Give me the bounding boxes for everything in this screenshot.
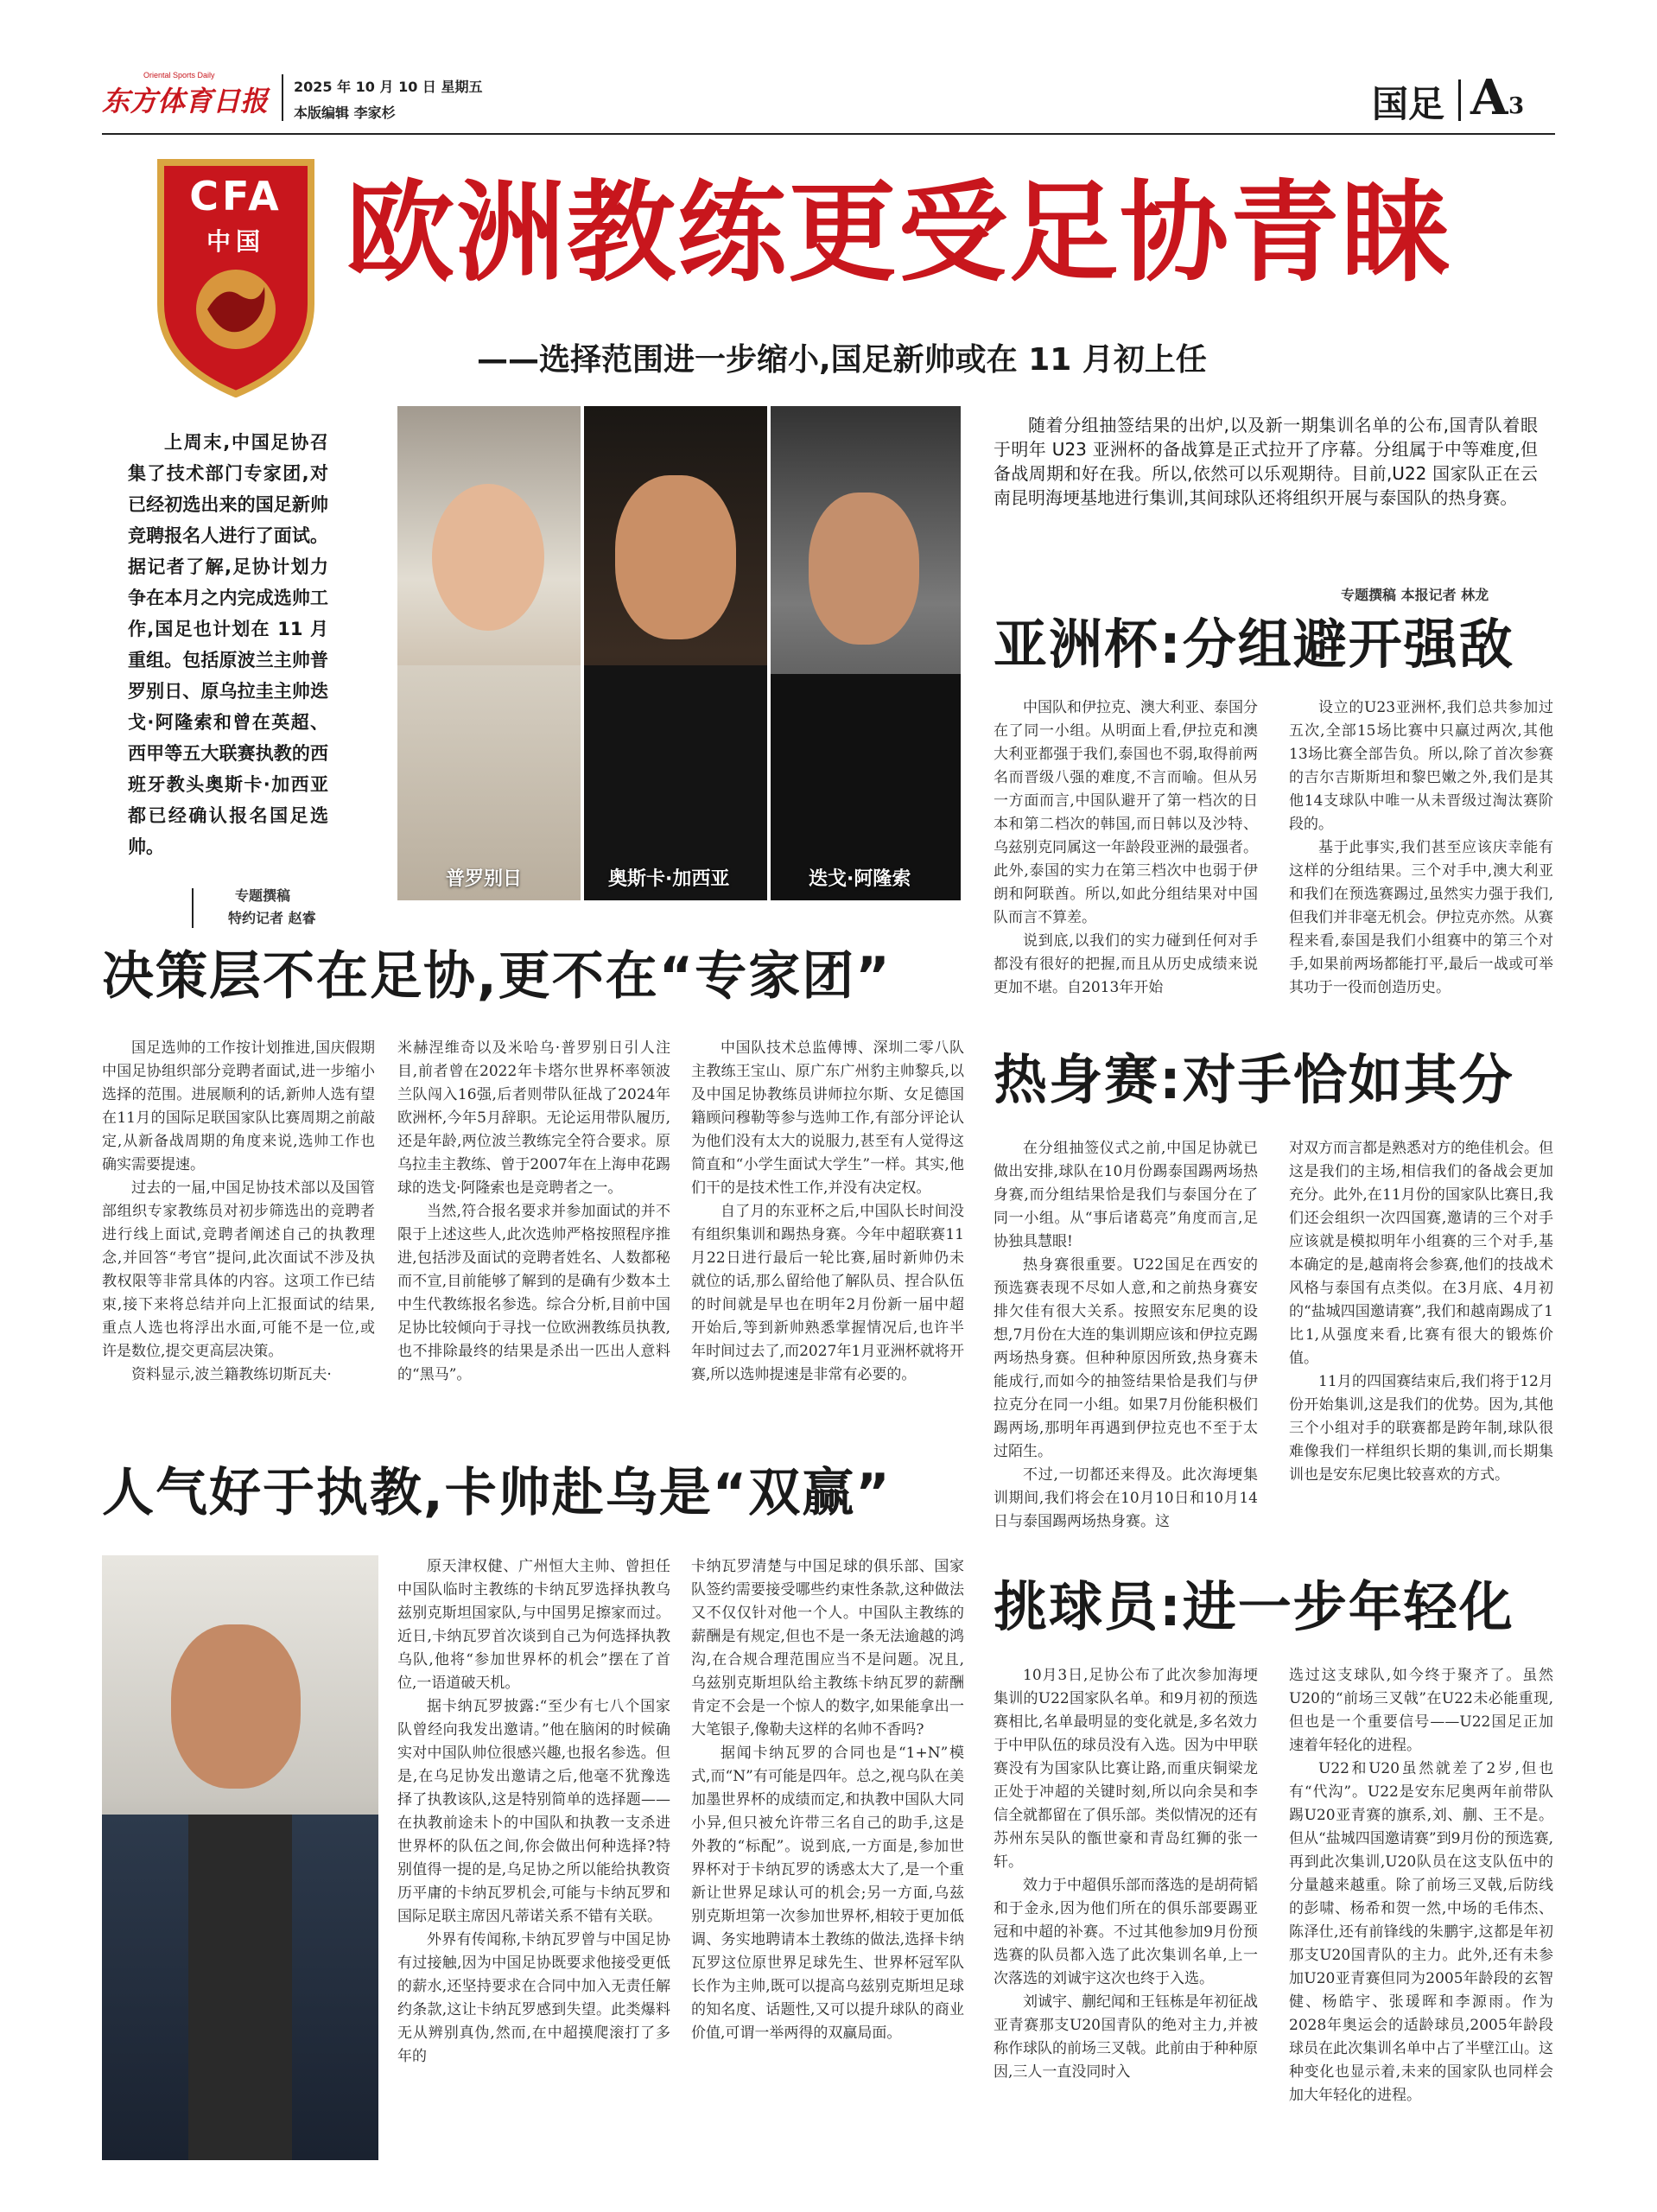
main-title: 欧洲教练更受足协青睐 bbox=[346, 169, 1451, 296]
lead-byline-bar bbox=[192, 888, 194, 928]
asia-col-2 bbox=[1289, 696, 1553, 1004]
decision-col1-p3: 资料显示,波兰籍教练切斯瓦夫· bbox=[131, 1366, 332, 1383]
asia-col2-p2: 基于此事实,我们甚至应该庆幸能有这样的分组结果。三个对手中,澳大利亚和我们在预选赛踢过,虽然实力强于我们,但我们并非毫无机会。伊拉克亦然。从赛程来看,泰国是我们小组赛中的第三个对手,如果前两场都能打平,最后一战或可举其功于一役而创造历史。 bbox=[1289, 839, 1553, 996]
asia-title: 亚洲杯:分组避开强敌 bbox=[994, 613, 1514, 676]
decision-title: 决策层不在足协,更不在“专家团” bbox=[102, 946, 892, 1007]
photo-caption-1: 普罗别日 bbox=[446, 868, 523, 890]
cannavaro-sweater bbox=[188, 1815, 292, 2160]
popular-col1-p3: 外界有传闻称,卡纳瓦罗曾与中国足协有过接触,因为中国足协既要求他接受更低的薪水,还坚持要求在合同中加入无责任解约条款,这让卡纳瓦罗感到失望。此类爆料无从辨别真伪,然而,在中超摸爬滚打了多年的 bbox=[397, 1931, 670, 2065]
players-col2-p2: U22和U20虽然就差了2岁,但也有“代沟”。U22是安东尼奥两年前带队踢U20亚青赛的旗系,刘、蒯、王不是。但从“盐城四国邀请赛”到9月份的预选赛,再到此次集训,U20队员在这支队伍中的分量越来越重。除了前场三叉戟,后防线的彭啸、杨希和贺一然,中场的毛伟杰、陈泽仕,还有前锋线的朱鹏宇,这都是年初那支U20国青队的主力。此外,还有未参加U20亚青赛但同为2005年龄段的玄智健、杨皓宇、张瑗晖和李源雨。作为2028年奥运会的适龄球员,2005年龄段球员在此次集训名单中占了半壁江山。这种变化也显示着,未来的国家队也同样会加大年轻化的进程。 bbox=[1289, 1760, 1553, 2104]
cfa-badge bbox=[154, 157, 318, 397]
decision-col-1 bbox=[102, 1037, 375, 1443]
cfa-badge-letters: CFA bbox=[189, 173, 283, 219]
masthead bbox=[102, 67, 1555, 128]
lead-byline-1: 专题撰稿 bbox=[235, 887, 291, 904]
popular-col-1 bbox=[397, 1555, 670, 2160]
popular-col-2 bbox=[691, 1555, 964, 2160]
players-col1-p2: 效力于中超俱乐部而落选的是胡荷韬和于金永,因为他们所在的俱乐部要踢亚冠和中超的补赛。不过其他参加9月份预选赛的队员都入选了此次集训名单,上一次落选的刘诚宇这次也终于入选。 bbox=[994, 1877, 1258, 1987]
popular-col1-p1: 原天津权健、广州恒大主帅、曾担任中国队临时主教练的卡纳瓦罗选择执教乌兹别克斯坦国家队,与中国男足擦家而过。近日,卡纳瓦罗首次谈到自己为何选择执教乌队,他将“参加世界杯的机会”摆在了首位,一语道破天机。 bbox=[397, 1558, 670, 1692]
masthead-logo-en: Oriental Sports Daily bbox=[143, 71, 215, 79]
warmup-col1-p3: 不过,一切都还来得及。此次海埂集训期间,我们将会在10月10日和10月14日与泰国踢两场热身赛。这 bbox=[994, 1466, 1258, 1528]
cannavaro-photo bbox=[102, 1555, 378, 2160]
players-col-2 bbox=[1289, 1664, 1553, 2160]
masthead-divider bbox=[282, 74, 283, 121]
asia-col1-p1: 中国队和伊拉克、澳大利亚、泰国分在了同一小组。从明面上看,伊拉克和澳大利亚都强于我们,泰国也不弱,取得前两名而晋级八强的难度,不言而喻。但从另一方面而言,中国队避开了第一档次的日本和第二档次的韩国,而日韩以及沙特、乌兹别克同属这一年龄段亚洲的最强者。此外,泰国的实力在第三档次中也弱于伊朗和阿联酋。所以,如此分组结果对中国队而言不算差。 bbox=[994, 699, 1258, 926]
decision-col3-p1: 中国队技术总监傅博、深圳二零八队主教练王宝山、原广东广州豹主帅黎兵,以及中国足协教练员讲师拉尔斯、女足德国籍顾问穆勒等参与选帅工作,有部分评论认为他们没有太大的说服力,甚至有人觉得这简直和“小学生面试大学生”一样。其实,他们干的是技术性工作,并没有决定权。 bbox=[691, 1039, 964, 1197]
players-col-1 bbox=[994, 1664, 1258, 2160]
photo-caption-3: 迭戈·阿隆索 bbox=[809, 868, 911, 890]
photo-coach-2 bbox=[584, 406, 767, 900]
popular-col2-p2: 据闻卡纳瓦罗的合同也是“1+N”模式,而“N”有可能是四年。总之,视乌队在美加墨世界杯的成绩而定,和执教中国队大同小异,但只被允许带三名自己的助手,这是外教的“标配”。说到底,一方面是,参加世界杯对于卡纳瓦罗的诱惑太大了,是一个重新让世界足球认可的机会;另一方面,乌兹别克斯坦第一次参加世界杯,相较于更加低调、务实地聘请本土教练的做法,选择卡纳瓦罗这位原世界足球先生、世界杯冠军队长作为主帅,既可以提高乌兹别克斯坦足球的知名度、话题性,又可以提升球队的商业价值,可谓一举两得的双赢局面。 bbox=[691, 1745, 964, 2042]
masthead-date: 2025 年 10 月 10 日 星期五 bbox=[294, 79, 483, 95]
players-title: 挑球员:进一步年轻化 bbox=[994, 1575, 1514, 1638]
cfa-badge-country: 中国 bbox=[206, 227, 265, 256]
coach-2-head bbox=[615, 475, 736, 639]
warmup-title: 热身赛:对手恰如其分 bbox=[994, 1048, 1514, 1111]
page-number: 3 bbox=[1508, 93, 1525, 119]
warmup-col2-p2: 11月的四国赛结束后,我们将于12月份开始集训,这是我们的优势。因为,其他三个小组对手的联赛都是跨年制,球队很难像我们一样组织长期的集训,而长期集训也是安东尼奥比较喜欢的方式。 bbox=[1289, 1373, 1553, 1484]
warmup-col1-p2: 热身赛很重要。U22国足在西安的预选赛表现不尽如人意,和之前热身赛安排欠佳有很大关系。按照安东尼奥的设想,7月份在大连的集训期应该和伊拉克踢两场热身赛。但种种原因所致,热身赛未能成行,而如今的抽签结果恰是我们与伊拉克分在同一小组。如果7月份能积极们踢两场,那明年再遇到伊拉克也不至于太过陌生。 bbox=[994, 1256, 1258, 1460]
masthead-editor: 本版编辑 李家杉 bbox=[294, 105, 396, 121]
intro-right-text: 随着分组抽签结果的出炉,以及新一期集训名单的公布,国青队着眼于明年 U23 亚洲杯的备战算是正式拉开了序幕。分组属于中等难度,但备战周期和好在我。所以,依然可以乐观期待。目前,U22 国家队正在云南昆明海埂基地进行集训,其间球队还将组织开展与泰国队的热身赛。 bbox=[994, 415, 1538, 508]
decision-col-2 bbox=[397, 1037, 670, 1443]
asia-col2-p1: 设立的U23亚洲杯,我们总共参加过五次,全部15场比赛中只赢过两次,其他13场比赛全部告负。所以,除了首次参赛的吉尔吉斯斯坦和黎巴嫩之外,我们是其他14支球队中唯一从未晋级过淘汰赛阶段的。 bbox=[1289, 699, 1553, 833]
decision-col1-p1: 国足选帅的工作按计划推进,国庆假期中国足协组织部分竞聘者面试,进一步缩小选择的范围。进展顺利的话,新帅人选有望在11月的国际足联国家队比赛周期之前敲定,从新备战周期的角度来说,选帅工作也确实需要提速。 bbox=[102, 1039, 375, 1173]
photo-coach-3 bbox=[771, 406, 961, 900]
popular-col2-p1: 卡纳瓦罗清楚与中国足球的俱乐部、国家队签约需要接受哪些约束性条款,这种做法又不仅仅针对他一个人。中国队主教练的薪酬是有规定,但也不是一条无法逾越的鸿沟,在合规合理范围应当不是问题。况且,乌兹别克斯坦队给主教练卡纳瓦罗的薪酬肯定不会是一个惊人的数字,如果能拿出一大笔银子,像勒夫这样的名帅不香吗? bbox=[691, 1558, 964, 1738]
masthead-logo bbox=[102, 67, 275, 128]
intro-right-byline: 专题撰稿 本报记者 林龙 bbox=[1341, 587, 1489, 603]
warmup-col2-p1: 对双方而言都是熟悉对方的绝佳机会。但这是我们的主场,相信我们的备战会更加充分。此外,在11月份的国家队比赛日,我们还会组织一次四国赛,邀请的三个对手应该就是模拟明年小组赛的三个对手,基本确定的是,越南将会参赛,他们的技战术风格与泰国有点类似。在3月底、4月初的“盐城四国邀请赛”,我们和越南踢成了1比1,从强度来看,比赛有很大的锻炼价值。 bbox=[1289, 1140, 1553, 1367]
page-letter: A bbox=[1470, 69, 1508, 126]
players-col1-p1: 10月3日,足协公布了此次参加海埂集训的U22国家队名单。和9月初的预选赛相比,名单最明显的变化就是,多名效力于中甲队伍的球员没有入选。因为中甲联赛没有为国家队比赛让路,而重庆铜梁龙正处于冲超的关键时刻,所以向余昊和李信全就都留在了俱乐部。类似情况的还有苏州东吴队的甑世豪和青岛红狮的张一轩。 bbox=[994, 1667, 1258, 1871]
popular-title: 人气好于执教,卡帅赴乌是“双赢” bbox=[102, 1463, 892, 1523]
section-label: 国足 bbox=[1372, 83, 1445, 125]
players-col2-p1: 选过这支球队,如今终于聚齐了。虽然U20的“前场三叉戟”在U22未必能重现,但也是一个重要信号——U22国足正加速着年轻化的进程。 bbox=[1289, 1667, 1553, 1754]
decision-col3-p2: 自了月的东亚杯之后,中国队长时间没有组织集训和踢热身赛。今年中超联赛11月22日进行最后一轮比赛,届时新帅仍未就位的话,那么留给他了解队员、捏合队伍的时间就是早也在明年2月份新一届中超开始后,等到新帅熟悉掌握情况后,也许半年时间过去了,而2027年1月亚洲杯就将开赛,所以选帅提速是非常有必要的。 bbox=[691, 1203, 964, 1383]
decision-col2-p2: 当然,符合报名要求并参加面试的并不限于上述这些人,此次选帅严格按照程序推进,包括涉及面试的竞聘者姓名、人数都秘而不宣,目前能够了解到的是确有少数本土中生代教练报名参选。综合分析,目前中国足协比较倾向于寻找一位欧洲教练员执教,也不排除最终的结果是杀出一匹出人意料的“黑马”。 bbox=[397, 1203, 670, 1383]
warmup-col1-p1: 在分组抽签仪式之前,中国足协就已做出安排,球队在10月份踢泰国踢两场热身赛,而分组结果恰是我们与泰国分在了同一小组。从“事后诸葛亮”角度而言,足协独具慧眼! bbox=[994, 1140, 1258, 1250]
coach-1-head bbox=[432, 484, 544, 631]
coach-3-head bbox=[809, 493, 919, 645]
asia-col1-p2: 说到底,以我们的实力碰到任何对手都没有很好的把握,而且从历史成绩来说更加不堪。自2013年开始 bbox=[994, 932, 1258, 996]
masthead-logo-text: 东方体育日报 bbox=[102, 85, 269, 118]
lead-text: 上周末,中国足协召集了技术部门专家团,对已经初选出来的国足新帅竞聘报名人进行了面试。据记者了解,足协计划力争在本月之内完成选帅工作,国足也计划在 11 月重组。包括原波兰主帅普罗别日、原乌拉圭主帅迭戈·阿隆索和曾在英超、西甲等五大联赛执教的西班牙教头奥斯卡·加西亚都已经确认报名国足选帅。 bbox=[128, 432, 328, 857]
decision-col1-p2: 过去的一届,中国足协技术部以及国管部组织专家教练员对初步筛选出的竞聘者进行线上面试,竞聘者阐述自己的执教理念,并回答“考官”提问,此次面试不涉及执教权限等非常具体的内容。这项工作已结束,接下来将总结并向上汇报面试的结果,重点人选也将浮出水面,可能不是一位,或许是数位,提交更高层决策。 bbox=[102, 1179, 375, 1360]
masthead-rule bbox=[102, 133, 1555, 135]
photo-caption-2: 奥斯卡·加西亚 bbox=[608, 868, 730, 890]
warmup-col-2 bbox=[1289, 1137, 1553, 1528]
photo-coach-1 bbox=[397, 406, 581, 900]
lead-byline-2: 特约记者 赵睿 bbox=[228, 910, 316, 926]
decision-col-3 bbox=[691, 1037, 964, 1443]
decision-col2-p1: 米赫涅维奇以及米哈乌·普罗别日引人注目,前者曾在2022年卡塔尔世界杯率领波兰队闯入16强,后者则带队征战了2024年欧洲杯,今年5月辞职。无论运用带队履历,还是年龄,两位波兰教练完全符合要求。原乌拉圭主教练、曾于2007年在上海申花踢球的迭戈·阿隆索也是竞聘者之一。 bbox=[397, 1039, 670, 1197]
section-divider bbox=[1458, 79, 1461, 121]
warmup-col-1 bbox=[994, 1137, 1258, 1528]
popular-col1-p2: 据卡纳瓦罗披露:“至少有七八个国家队曾经向我发出邀请。”他在脑闲的时候确实对中国队帅位很感兴趣,也报名参选。但是,在乌足协发出邀请之后,他毫不犹豫选择了执教该队,这是特别简单的选择题——在执教前途未卜的中国队和执教一支杀进世界杯的队伍之间,你会做出何种选择?特别值得一提的是,乌足协之所以能给执教资历平庸的卡纳瓦罗机会,可能与卡纳瓦罗和国际足联主席因凡蒂诺关系不错有关联。 bbox=[397, 1698, 670, 1925]
cannavaro-head bbox=[171, 1624, 301, 1789]
players-col1-p3: 刘诚宇、蒯纪闻和王钰栋是年初征战亚青赛那支U20国青队的绝对主力,并被称作球队的前场三叉戟。此前由于种种原因,三人一直没同时入 bbox=[994, 1993, 1258, 2081]
subtitle: ——选择范围进一步缩小,国足新帅或在 11 月初上任 bbox=[477, 342, 1207, 378]
asia-col-1 bbox=[994, 696, 1258, 1004]
